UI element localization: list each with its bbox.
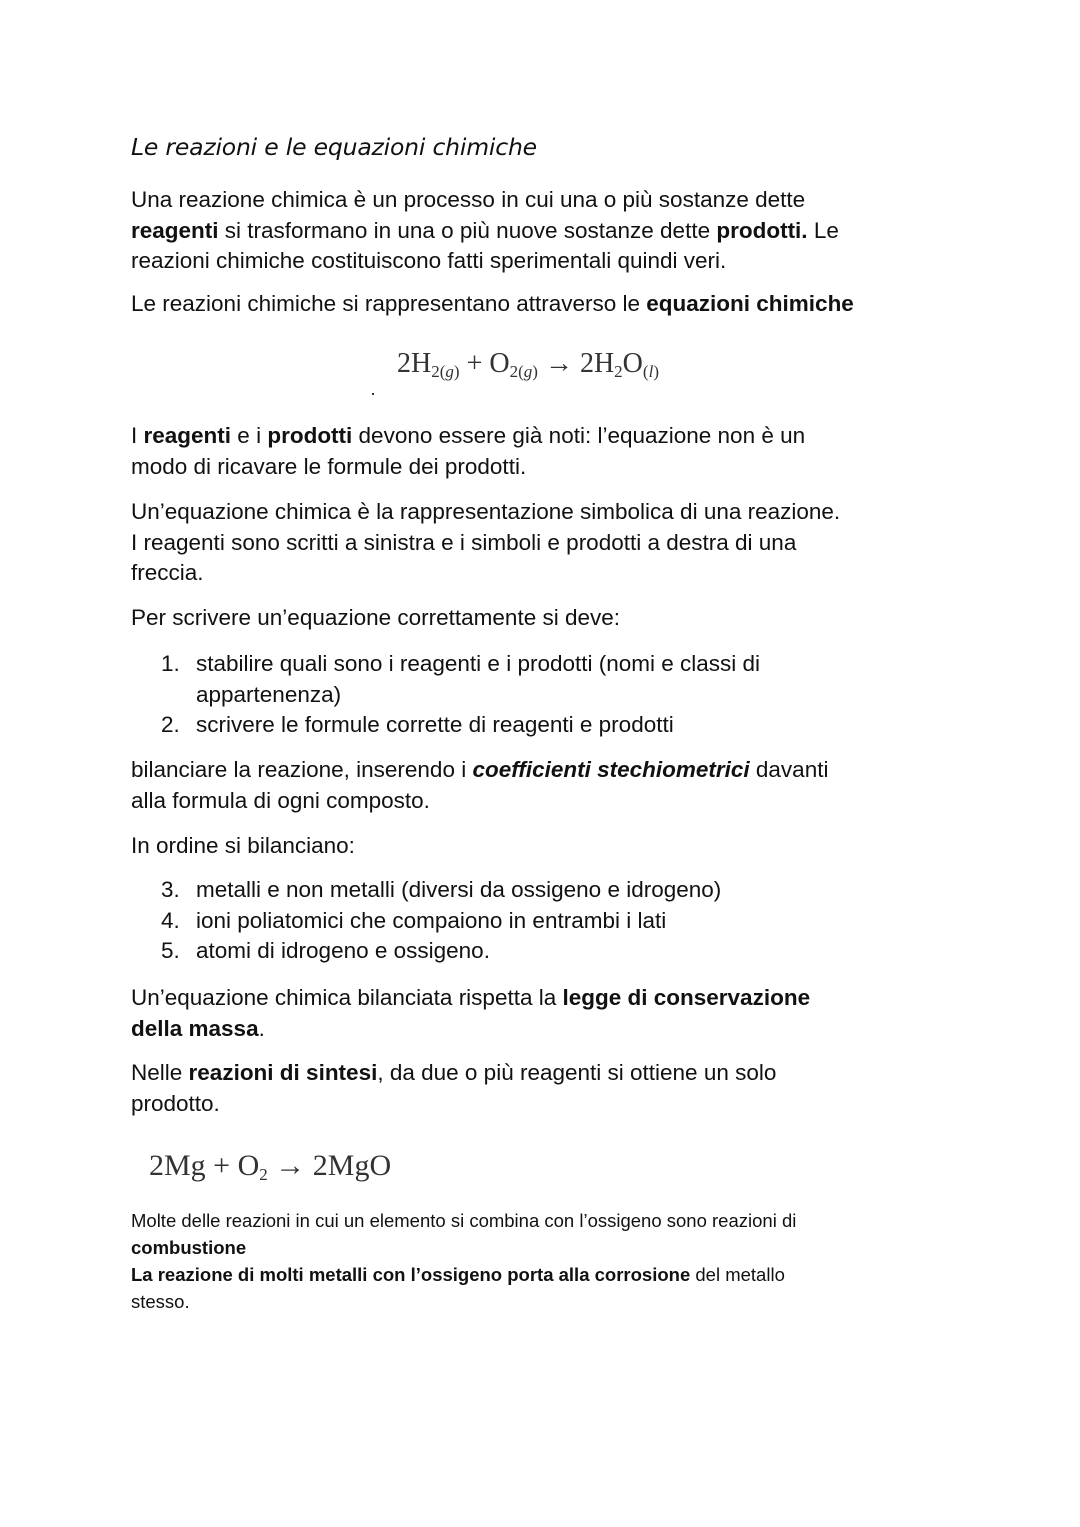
paragraph-representation: Le reazioni chimiche si rappresentano attraverso le equazioni chimiche: [131, 291, 854, 316]
text-line: modo di ricavare le formule dei prodotti.: [131, 453, 527, 479]
text-line: I reagenti sono scritti a sinistra e i simboli e prodotti a destra di una: [131, 529, 797, 555]
steps-list-2: [161, 875, 721, 967]
paragraph-combustion: [131, 1207, 796, 1315]
text-line: alla formula di ogni composto.: [131, 787, 430, 813]
bold-term: prodotti.: [716, 217, 808, 243]
steps-list-1: [161, 649, 760, 741]
text-line: prodotto.: [131, 1090, 220, 1116]
bold-term: combustione: [131, 1237, 247, 1258]
list-item: 1. stabilire quali sono i reagenti e i prodotti (nomi e classi di appartenenza): [161, 651, 761, 707]
paragraph-equation-definition: [131, 497, 946, 589]
bold-italic-term: coefficienti stechiometrici: [472, 757, 750, 782]
text-line: I reagenti e i prodotti devono essere già noti: l’equazione non è un: [131, 423, 806, 448]
paragraph-order: In ordine si bilanciano:: [131, 833, 355, 858]
text-line: stesso.: [131, 1291, 190, 1312]
paragraph-definition: [131, 185, 946, 277]
list-item: 5. atomi di idrogeno e ossigeno.: [161, 938, 490, 963]
list-item: 2. scrivere le formule corrette di reagenti e prodotti: [161, 712, 674, 737]
text-line: bilanciare la reazione, inserendo i coefficienti stechiometrici davanti: [131, 757, 829, 782]
text-line: della massa.: [131, 1015, 265, 1041]
bold-term: equazioni chimiche: [646, 291, 854, 316]
list-item: 3. metalli e non metalli (diversi da ossigeno e idrogeno): [161, 877, 722, 902]
text-line: reagenti si trasformano in una o più nuove sostanze dette prodotti. Le: [131, 217, 839, 243]
bold-term: legge di conservazione: [562, 985, 811, 1010]
text-line: reazioni chimiche costituiscono fatti sperimentali quindi veri.: [131, 248, 727, 273]
list-item: 4. ioni poliatomici che compaiono in entrambi i lati: [161, 907, 667, 933]
paragraph-synthesis: [131, 1058, 946, 1119]
text-line: [131, 1234, 796, 1261]
text-line: Un’equazione chimica bilanciata rispetta la legge di conservazione: [131, 985, 811, 1010]
text-line: freccia.: [131, 560, 204, 585]
chemical-equation-water: $2H_{2(g)} + O_{2(g)} \to 2H_2O_{(l)}$: [397, 348, 659, 381]
paragraph-reagents: [131, 421, 946, 482]
text-line: Nelle reazioni di sintesi, da due o più reagenti si ottiene un solo: [131, 1060, 777, 1085]
text-line: Una reazione chimica è un processo in cui una o più sostanze dette: [131, 187, 806, 212]
bold-term: reagenti: [131, 217, 219, 243]
page-title: Le reazioni e le equazioni chimiche: [131, 133, 537, 161]
bold-term: reazioni di sintesi: [188, 1060, 378, 1085]
chemical-equation-magnesium: $2Mg + O_2 \to 2MgO$: [149, 1149, 392, 1184]
bold-term: della massa: [131, 1015, 259, 1041]
paragraph-conservation: [131, 983, 946, 1044]
paragraph-balance: [131, 755, 946, 816]
bold-term: La reazione di molti metalli con l’ossigeno porta alla corrosione: [131, 1264, 691, 1285]
text-line: Molte delle reazioni in cui un elemento si combina con l’ossigeno sono reazioni di: [131, 1210, 797, 1231]
text-line: Un’equazione chimica è la rappresentazione simbolica di una reazione.: [131, 499, 841, 524]
paragraph-how-to-write: Per scrivere un’equazione correttamente si deve:: [131, 605, 621, 630]
text-line: La reazione di molti metalli con l’ossigeno porta alla corrosione del metallo: [131, 1264, 785, 1285]
stray-dot: [372, 393, 374, 395]
bold-term: prodotti: [267, 423, 353, 448]
bold-term: reagenti: [143, 423, 232, 448]
